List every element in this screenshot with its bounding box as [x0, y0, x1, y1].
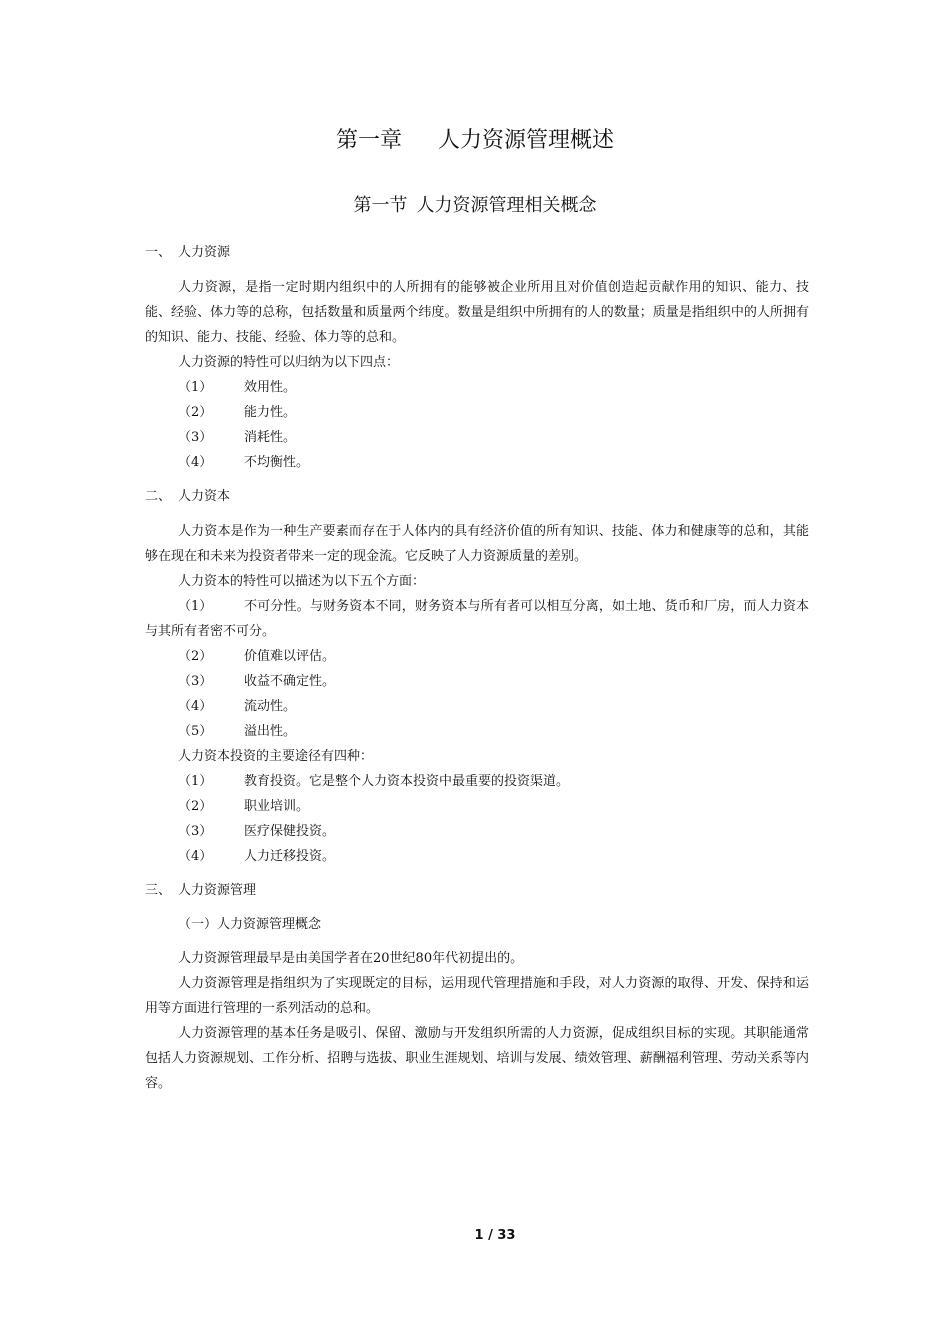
chapter-title	[0, 126, 950, 156]
paragraph: 人力资本的特性可以描述为以下五个方面：	[178, 574, 426, 589]
paragraph: 人力资源管理最早是由美国学者在20世纪80年代初提出的。	[178, 951, 524, 966]
list-item: （4） 不均衡性。	[178, 455, 310, 470]
chapter-label: 第一章	[335, 128, 402, 153]
paragraph: 人力资源管理的基本任务是吸引、保留、激励与开发组织所需的人力资源，促成组织目标的实现。其职能通常包括人力资源规划、工作分析、招聘与选拔、职业生涯规划、培训与发展、绩效管理、薪酬福利管理、劳动关系等内容。	[145, 1026, 809, 1091]
list-item: （1） 不可分性。与财务资本不同，财务资本与所有者可以相互分离，如土地、货币和厂房，而人力资本与其所有者密不可分。	[145, 599, 809, 639]
heading-human-capital: 二、 人力资本	[145, 489, 231, 504]
paragraph: 人力资源管理是指组织为了实现既定的目标，运用现代管理措施和手段，对人力资源的取得、开发、保持和运用等方面进行管理的一系列活动的总和。	[145, 976, 809, 1016]
paragraph: 人力资本投资的主要途径有四种：	[178, 749, 374, 764]
heading-hr-management: 三、 人力资源管理	[145, 883, 257, 898]
list-item: （2） 职业培训。	[178, 799, 310, 814]
list-item: （3） 消耗性。	[178, 430, 297, 445]
section-name: 人力资源管理相关概念	[416, 195, 597, 216]
list-item: （5） 溢出性。	[178, 724, 297, 739]
chapter-name: 人力资源管理概述	[438, 128, 615, 153]
section-title	[0, 194, 950, 218]
page-number: 1 / 33	[474, 1228, 516, 1243]
list-item: （3） 医疗保健投资。	[178, 824, 336, 839]
list-item: （3） 收益不确定性。	[178, 674, 336, 689]
subheading: （一）人力资源管理概念	[178, 917, 322, 932]
section-label: 第一节	[353, 195, 408, 216]
list-item: （2） 能力性。	[178, 405, 297, 420]
list-item: （4） 人力迁移投资。	[178, 849, 336, 864]
paragraph: 人力资本是作为一种生产要素而存在于人体内的具有经济价值的所有知识、技能、体力和健康等的总和，其能够在现在和未来为投资者带来一定的现金流。它反映了人力资源质量的差别。	[145, 524, 809, 564]
list-item: （1） 教育投资。它是整个人力资本投资中最重要的投资渠道。	[178, 774, 570, 789]
list-item: （2） 价值难以评估。	[178, 649, 336, 664]
list-item: （4） 流动性。	[178, 699, 297, 714]
list-item: （1） 效用性。	[178, 380, 297, 395]
paragraph: 人力资源的特性可以归纳为以下四点：	[178, 355, 400, 370]
document-body	[145, 240, 809, 1096]
heading-human-resources: 一、 人力资源	[145, 245, 231, 260]
paragraph: 人力资源，是指一定时期内组织中的人所拥有的能够被企业所用且对价值创造起贡献作用的知识、能力、技能、经验、体力等的总称，包括数量和质量两个纬度。数量是组织中所拥有的人的数量；质量是指组织中的人所拥有的知识、能力、技能、经验、体力等的总和。	[145, 280, 809, 345]
